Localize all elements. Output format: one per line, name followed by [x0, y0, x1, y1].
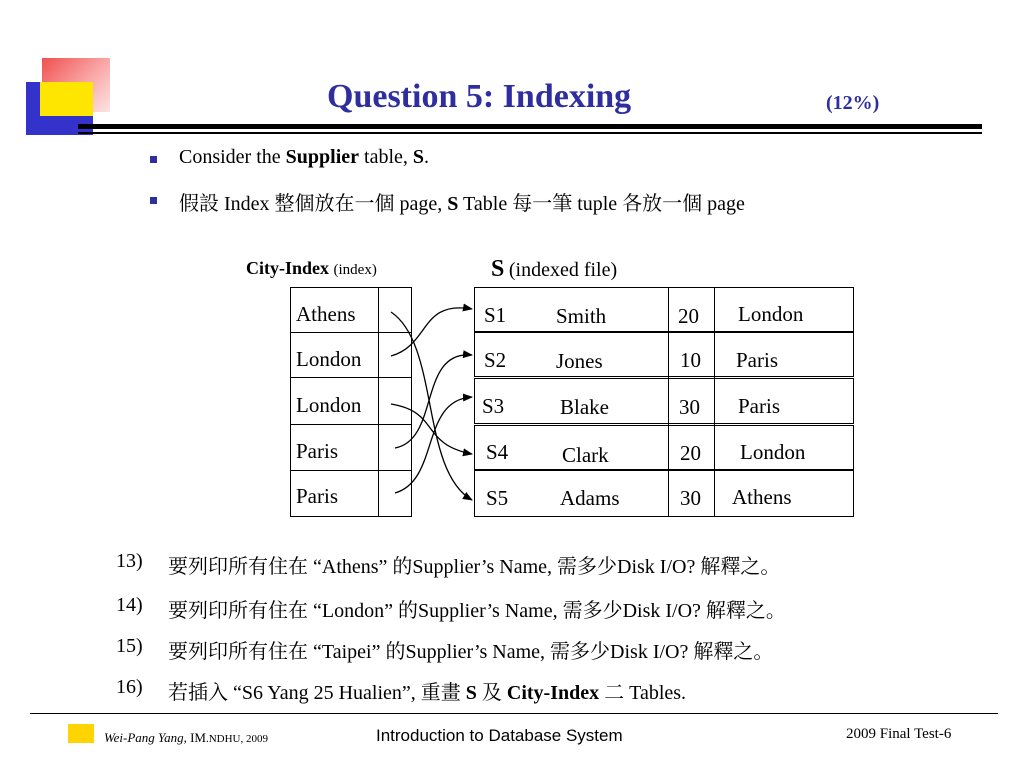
bullet-2-pre: 假設 Index 整個放在一個 page,: [179, 193, 448, 215]
s-table-cell-name: Smith: [556, 304, 607, 328]
s-table-cell-status: 30: [680, 486, 701, 510]
s-table-cell-name: Blake: [560, 395, 609, 419]
city-index-cell: London: [296, 347, 362, 371]
s-table-cell-id: S2: [484, 348, 507, 372]
s-table-cell-id: S4: [486, 440, 509, 464]
question-16: [116, 676, 143, 699]
pointer-arrow-paris-s3: [395, 397, 472, 493]
s-table-cell-name: Jones: [556, 349, 603, 373]
city-index-caption-bold: City-Index: [246, 258, 330, 278]
s-table-cell-name: Adams: [560, 486, 620, 510]
footer-course-title: Introduction to Database System: [376, 726, 623, 745]
s-table-cell-status: 30: [679, 395, 700, 419]
pointer-arrow-london-s1: [391, 308, 472, 356]
bullet-1-middle: table,: [359, 146, 413, 168]
footer-affil-rest: .NDHU, 2009: [205, 733, 268, 745]
city-index-cell: London: [296, 393, 362, 417]
bullet-1-prefix: Consider the: [179, 146, 286, 168]
question-16-bold-city-index: City-Index: [506, 682, 600, 704]
s-table-cell-name: Clark: [562, 443, 609, 467]
question-16-text: [168, 676, 686, 705]
question-13: [116, 550, 143, 573]
score-weight: (12%): [826, 92, 880, 114]
question-16-post: 二 Tables.: [599, 682, 687, 704]
s-table-cell-id: S1: [484, 303, 507, 327]
footer-decor-square: [68, 724, 94, 743]
city-index-cell: Paris: [296, 484, 338, 508]
slide-title: Question 5: Indexing: [327, 78, 632, 115]
bullet-2-bold-s: S: [447, 193, 459, 215]
s-table-cell-city: Paris: [736, 348, 778, 372]
footer-rule: [30, 713, 998, 714]
s-table-cell-id: S5: [486, 486, 509, 510]
city-index-caption-note: (index): [333, 262, 377, 278]
pointer-arrow-athens-s5: [391, 312, 472, 500]
s-table-cell-status: 10: [680, 348, 701, 372]
s-table-caption-note: (indexed file): [508, 259, 618, 281]
s-table-cell-status: 20: [680, 441, 701, 465]
s-table-cell-status: 20: [678, 304, 699, 328]
s-table-cell-city: Athens: [732, 485, 792, 509]
question-16-pre: 若插入 “S6 Yang 25 Hualien”, 重畫: [168, 682, 466, 704]
question-number: 16): [116, 676, 143, 698]
s-table-cell-city: London: [740, 440, 806, 464]
footer-affil-caps: IM: [186, 730, 206, 745]
footer-author: [104, 730, 268, 746]
city-index-cell: Paris: [296, 439, 338, 463]
bullet-1-bold-supplier: Supplier: [285, 146, 360, 168]
question-16-bold-s: S: [465, 682, 477, 704]
s-table-cell-id: S3: [482, 394, 505, 418]
s-table-caption-bold: S: [491, 256, 505, 282]
s-table-cell-city: Paris: [738, 394, 780, 418]
question-15-text: 要列印所有住在 “Taipei” 的Supplier’s Name, 需多少Disk I/O? 解釋之。: [168, 641, 774, 663]
question-15: [116, 635, 143, 658]
question-number: 15): [116, 635, 143, 657]
bullet-1-suffix: .: [424, 146, 430, 168]
s-table-cell-city: London: [738, 302, 804, 326]
question-number: 13): [116, 550, 143, 572]
bullet-2-post: Table 每一筆 tuple 各放一個 page: [458, 193, 745, 215]
question-number: 14): [116, 594, 143, 616]
question-16-mid: 及: [476, 682, 507, 704]
footer-author-name: Wei-Pang Yang,: [104, 730, 187, 745]
question-13-text: 要列印所有住在 “Athens” 的Supplier’s Name, 需多少Disk I/O? 解釋之。: [168, 556, 781, 578]
city-index-cell: Athens: [296, 302, 356, 326]
bullet-1-bold-s: S: [412, 146, 425, 168]
question-14: [116, 594, 143, 617]
question-14-text: 要列印所有住在 “London” 的Supplier’s Name, 需多少Disk I/O? 解釋之。: [168, 600, 786, 622]
footer-page-label: 2009 Final Test-6: [846, 726, 952, 742]
